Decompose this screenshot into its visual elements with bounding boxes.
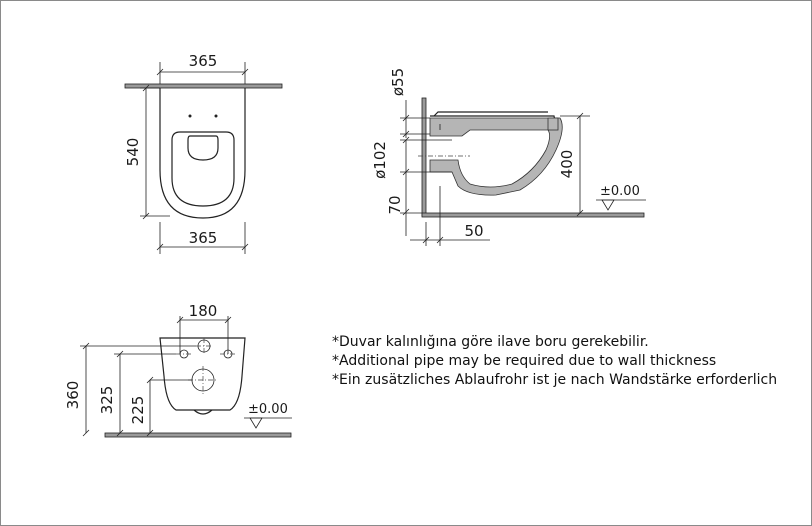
note-turkish: *Duvar kalınlığına göre ilave boru gerekebilir. <box>332 334 649 350</box>
height-360-label: 360 <box>64 380 82 410</box>
side-view-bowl-section <box>430 118 562 195</box>
depth-label: 540 <box>124 137 142 167</box>
note-german: *Ein zusätzliches Ablaufrohr ist je nach Wandstärke erforderlich <box>332 372 778 388</box>
top-view <box>124 52 282 254</box>
wall-offset-label: 50 <box>464 222 484 240</box>
drain-height-label: 70 <box>386 195 404 215</box>
height-225-label: 225 <box>129 395 147 425</box>
height-325-label: 325 <box>98 385 116 415</box>
bottom-width-label: 365 <box>188 229 218 247</box>
side-view-wall <box>422 98 426 216</box>
bolt-spacing-label: 180 <box>188 302 218 320</box>
side-view <box>371 68 646 246</box>
rim-height-label: 400 <box>558 149 576 179</box>
front-floor-level-label: ±0.00 <box>248 402 288 417</box>
front-view <box>64 302 292 437</box>
side-view-floor <box>422 213 644 217</box>
outlet-diameter-label: ø55 <box>389 67 407 97</box>
note-english: *Additional pipe may be required due to wall thickness <box>332 353 717 369</box>
drain-diameter-label: ø102 <box>371 141 389 179</box>
notes <box>332 334 777 388</box>
front-view-body <box>160 338 245 410</box>
side-floor-level-label: ±0.00 <box>600 184 640 199</box>
top-width-label: 365 <box>188 52 218 70</box>
front-view-floor <box>105 433 291 437</box>
top-view-bowl <box>160 88 245 218</box>
